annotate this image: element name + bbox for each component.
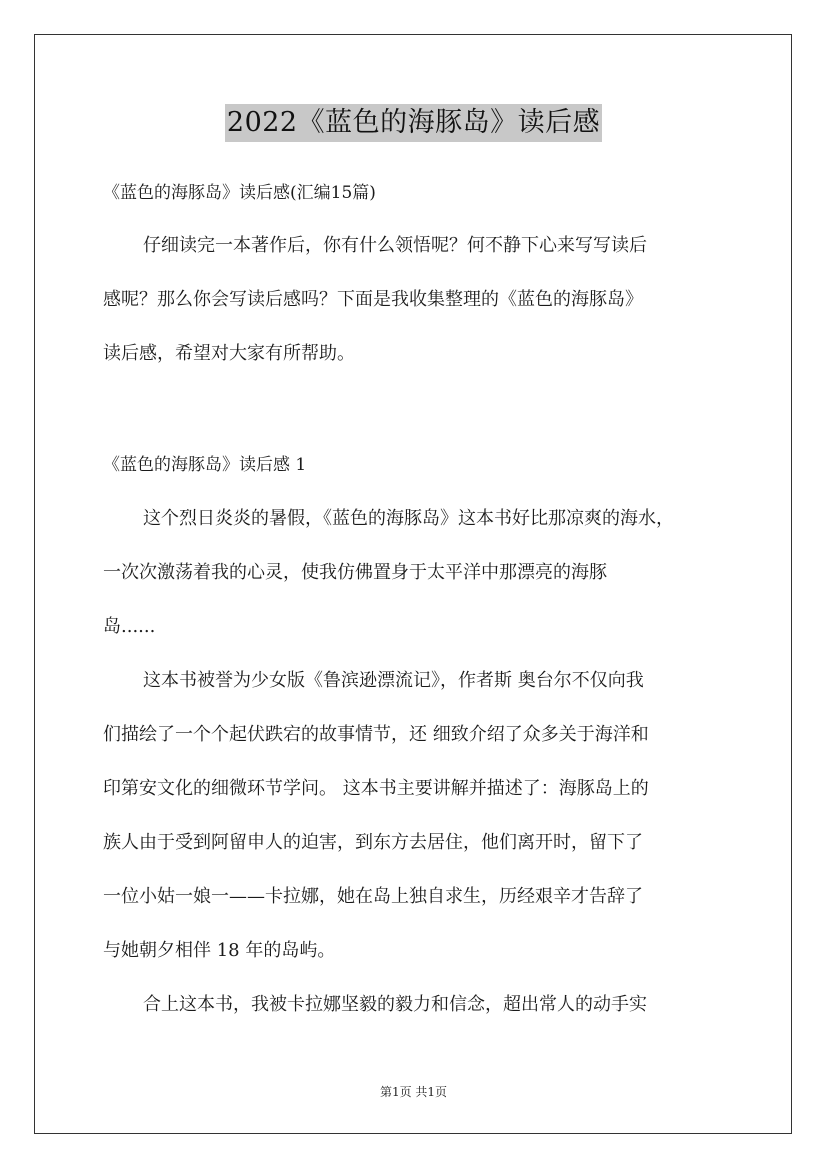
intro-line: 读后感，希望对大家有所帮助。 — [103, 343, 355, 364]
body-line: 与她朝夕相伴 18 年的岛屿。 — [103, 940, 336, 961]
document-subtitle: 《蓝色的海豚岛》读后感(汇编15篇) — [103, 183, 376, 203]
body-line: 族人由于受到阿留申人的迫害，到东方去居住，他们离开时，留下了 — [103, 832, 643, 853]
page-footer: 第1页 共1页 — [379, 1085, 448, 1099]
body-line: 岛...... — [103, 616, 156, 637]
body-line: 们描绘了一个个起伏跌宕的故事情节，还 细致介绍了众多关于海洋和 — [103, 724, 649, 745]
body-line: 合上这本书，我被卡拉娜坚毅的毅力和信念，超出常人的动手实 — [143, 994, 647, 1015]
document-title: 2022《蓝色的海豚岛》读后感 — [225, 104, 602, 142]
intro-line: 仔细读完一本著作后，你有什么领悟呢？何不静下心来写写读后 — [143, 235, 647, 256]
body-line: 这本书被誉为少女版《鲁滨逊漂流记》，作者斯 奥台尔不仅向我 — [143, 670, 644, 691]
body-line: 印第安文化的细微环节学问。 这本书主要讲解并描述了：海豚岛上的 — [103, 778, 649, 799]
section-heading: 《蓝色的海豚岛》读后感 1 — [103, 455, 307, 475]
intro-line: 感呢？那么你会写读后感吗？下面是我收集整理的《蓝色的海豚岛》 — [103, 289, 643, 310]
body-line: 这个烈日炎炎的暑假，《蓝色的海豚岛》这本书好比那凉爽的海水， — [143, 508, 674, 529]
title-container — [0, 104, 827, 142]
body-line: 一次次激荡着我的心灵，使我仿佛置身于太平洋中那漂亮的海豚 — [103, 562, 607, 583]
body-line: 一位小姑一娘一——卡拉娜，她在岛上独自求生，历经艰辛才告辞了 — [103, 886, 643, 907]
